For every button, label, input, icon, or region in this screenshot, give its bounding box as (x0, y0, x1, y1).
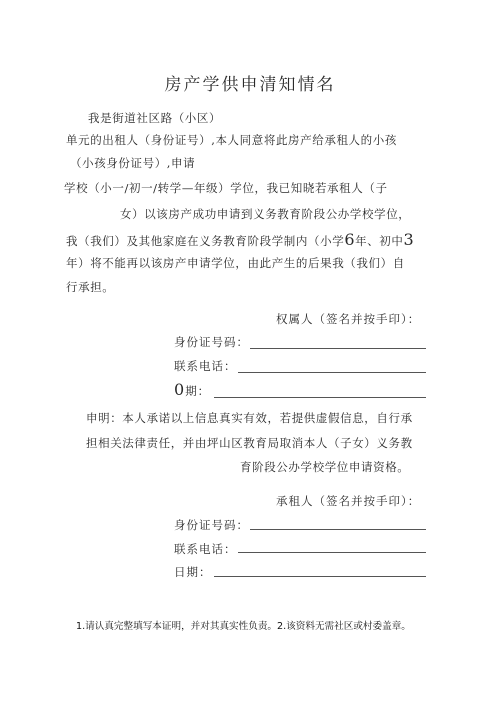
statement-line-1: 申明：本人承诺以上信息真实有效，若提供虚假信息，自行承 (86, 411, 413, 425)
paragraph-line-5: 女）以该房产成功申请到义务教育阶段公办学校学位， (120, 207, 411, 221)
school-years-junior: 3 (403, 230, 415, 249)
statement-line-3: 育阶段公办学校学位申请资格。 (240, 460, 410, 474)
paragraph-line-7: 年）将不能再以该房产申请学位，由此产生的后果我（我们）自 (66, 256, 405, 270)
paragraph-line-6-text-b: 年、初中 (355, 234, 404, 248)
tenant-date-field[interactable] (214, 576, 426, 577)
paragraph-line-4: 学校（小一/初一/转学—年级）学位，我已知晓若承租人（子 (64, 181, 388, 195)
owner-phone-field[interactable] (238, 372, 426, 373)
tenant-phone-field[interactable] (238, 552, 426, 553)
tenant-date-label: 日期： (174, 565, 212, 579)
paragraph-line-3: （小孩身份证号）,申请 (70, 156, 196, 170)
document-title: 房产学供申清知情名 (164, 75, 336, 95)
owner-date-field[interactable] (214, 397, 426, 398)
owner-date-label (174, 380, 210, 399)
paragraph-line-1: 我是街道社区路（小区） (88, 111, 222, 125)
footnote: 1.请认真完整填写本证明，并对其真实性负责。2.该资料无需社区或村委盖章。 (76, 621, 411, 632)
owner-signature-label: 权属人（签名并按手印）： (276, 312, 421, 326)
paragraph-line-2: 单元的出租人（身份证号）,本人同意将此房产给承租人的小孩 (66, 133, 397, 147)
paragraph-line-8: 行承担。 (66, 280, 115, 294)
school-years-primary: 6 (344, 230, 356, 249)
tenant-id-field[interactable] (250, 529, 426, 530)
tenant-phone-label: 联系电话： (174, 542, 237, 556)
owner-date-text: 期： (185, 384, 211, 398)
tenant-id-label: 身份证号码： (174, 518, 249, 532)
paragraph-line-6 (66, 230, 414, 249)
owner-date-prefix: 0 (174, 380, 186, 399)
owner-id-label: 身份证号码： (174, 335, 249, 349)
tenant-signature-label: 承租人（签名并按手印）： (276, 494, 421, 508)
owner-id-field[interactable] (250, 348, 426, 349)
statement-line-2: 担相关法律责任，并由坪山区教育局取消本人（子女）义务教 (86, 436, 413, 450)
owner-phone-label: 联系电话： (174, 359, 237, 373)
paragraph-line-6-text-a: 我（我们）及其他家庭在义务教育阶段学制内（小学 (66, 234, 345, 248)
